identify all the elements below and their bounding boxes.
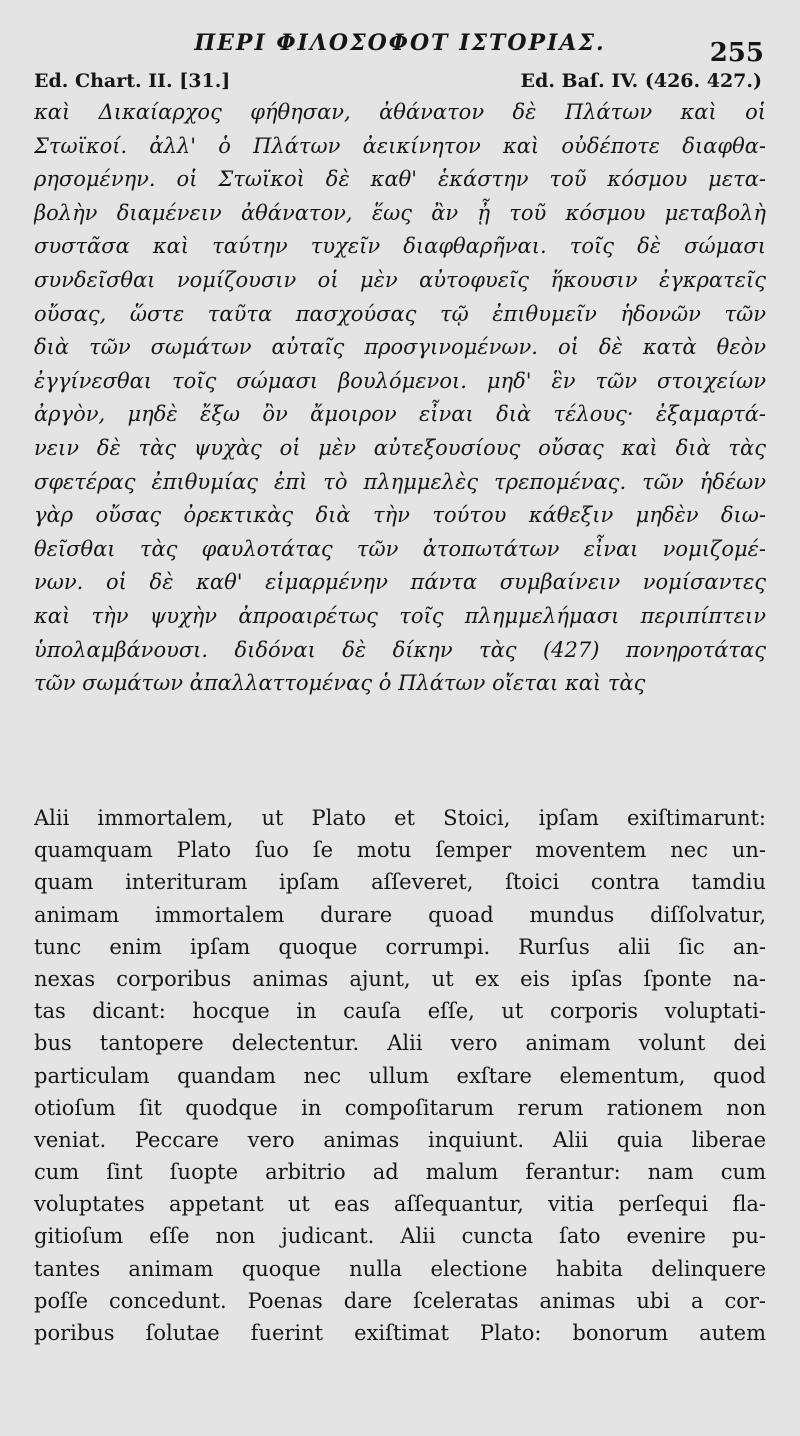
latin-line: poribus ſolutae fuerint exiſtimat Plato: bonorum autem <box>34 1321 766 1345</box>
latin-line: voluptates appetant ut eas aſſequantur, vitia perſequi fla- <box>34 1192 766 1217</box>
latin-line: cum ſint ſuopte arbitrio ad malum ferantur: nam cum <box>34 1160 766 1185</box>
latin-line: tantes animam quoque nulla electione habita delinquere <box>34 1256 766 1281</box>
greek-line: νειν δὲ τὰς ψυχὰς οἱ μὲν αὐτεξουσίους οὔσας καὶ διὰ τὰς <box>34 435 766 460</box>
greek-line: καὶ τὴν ψυχὴν ἀπροαιρέτως τοῖς πλημμελήμασι περιπίπτειν <box>34 603 766 628</box>
greek-line: ρησομένην. οἱ Στωϊκοὶ δὲ καθ' ἑκάστην τοῦ κόσμου μετα- <box>34 167 766 192</box>
greek-line: διὰ τῶν σωμάτων αὐταῖς προσγινομένων. οἱ δὲ κατὰ θεὸν <box>34 335 766 360</box>
greek-line: οὔσας, ὥστε ταῦτα πασχούσας τῷ ἐπιθυμεῖν ἡδονῶν τῶν <box>34 301 766 326</box>
latin-text-block <box>34 802 766 1349</box>
greek-text-block <box>34 96 766 701</box>
edition-reference-line <box>34 70 762 92</box>
greek-line: Στωϊκοί. ἀλλ' ὁ Πλάτων ἀεικίνητον καὶ οὐδέποτε διαφθα- <box>34 133 766 158</box>
latin-line: poſſe concedunt. Poenas dare ſceleratas animas ubi a cor- <box>34 1288 766 1313</box>
latin-line: gitioſum eſſe non judicant. Alii cuncta ſato evenire pu- <box>34 1224 766 1249</box>
greek-line: τῶν σωμάτων ἀπαλλαττομένας ὁ Πλάτων οἴεται καὶ τὰς <box>34 671 646 696</box>
latin-line: tunc enim ipſam quoque corrumpi. Rurſus alii ſic an- <box>34 934 766 959</box>
latin-line: veniat. Peccare vero animas inquiunt. Alii quia liberae <box>34 1127 766 1152</box>
latin-line: quamquam Plato ſuo ſe motu ſemper moventem nec un- <box>34 838 766 863</box>
greek-line: συστᾶσα καὶ ταύτην τυχεῖν διαφθαρῆναι. τοῖς δὲ σώμασι <box>34 234 766 259</box>
latin-line: Alii immortalem, ut Plato et Stoici, ipſam exiſtimarunt: <box>34 806 766 830</box>
latin-line: otioſum ſit quodque in compoſitarum rerum rationem non <box>34 1095 766 1120</box>
greek-line: θεῖσθαι τὰς φαυλοτάτας τῶν ἀτοπωτάτων εἶναι νομιζομέ- <box>34 536 766 561</box>
running-title: ΠΕΡΙ ΦΙΛΟΣΟΦΟΤ ΙΣΤΟΡΙΑΣ. <box>194 30 606 56</box>
greek-line: ἀργὸν, μηδὲ ἔξω ὂν ἄμοιρον εἶναι διὰ τέλους· ἐξαμαρτά- <box>34 402 766 427</box>
latin-line: nexas corporibus animas ajunt, ut ex eis ipſas ſponte na- <box>34 966 766 991</box>
latin-line: tas dicant: hocque in cauſa eſſe, ut corporis voluptati- <box>34 999 766 1024</box>
greek-line: ὑπολαμβάνουσι. διδόναι δὲ δίκην τὰς (427) πονηροτάτας <box>34 637 766 662</box>
edition-reference-left: Ed. Chart. II. [31.] <box>34 70 231 92</box>
greek-line: συνδεῖσθαι νομίζουσιν οἱ μὲν αὐτοφυεῖς ἥκουσιν ἐγκρατεῖς <box>34 267 766 292</box>
greek-line: νων. οἱ δὲ καθ' εἱμαρμένην πάντα συμβαίνειν νομίσαντες <box>34 570 766 595</box>
greek-line: καὶ Δικαίαρχος φήθησαν, ἀθάνατον δὲ Πλάτων καὶ οἱ <box>34 100 766 124</box>
greek-line: βολὴν διαμένειν ἀθάνατον, ἕως ἂν ᾖ τοῦ κόσμου μεταβολὴ <box>34 200 766 225</box>
latin-line: particulam quandam nec ullum exſtare elementum, quod <box>34 1063 766 1088</box>
latin-line: quam interituram ipſam aſſeveret, ſtoici contra tamdiu <box>34 870 766 895</box>
greek-line: ἐγγίνεσθαι τοῖς σώμασι βουλόμενοι. μηδ' ἓν τῶν στοιχείων <box>34 368 766 393</box>
edition-reference-right: Ed. Baſ. IV. (426. 427.) <box>520 70 762 92</box>
greek-line: γὰρ οὔσας ὀρεκτικὰς διὰ τὴν τούτου κάθεξιν μηδὲν διω- <box>34 503 766 528</box>
greek-line: σφετέρας ἐπιθυμίας ἐπὶ τὸ πλημμελὲς τρεπομένας. τῶν ἡδέων <box>34 469 766 494</box>
page-number: 255 <box>709 38 764 68</box>
latin-line: bus tantopere delectentur. Alii vero animam volunt dei <box>34 1031 766 1056</box>
latin-line: animam immortalem durare quoad mundus diſſolvatur, <box>34 902 766 927</box>
